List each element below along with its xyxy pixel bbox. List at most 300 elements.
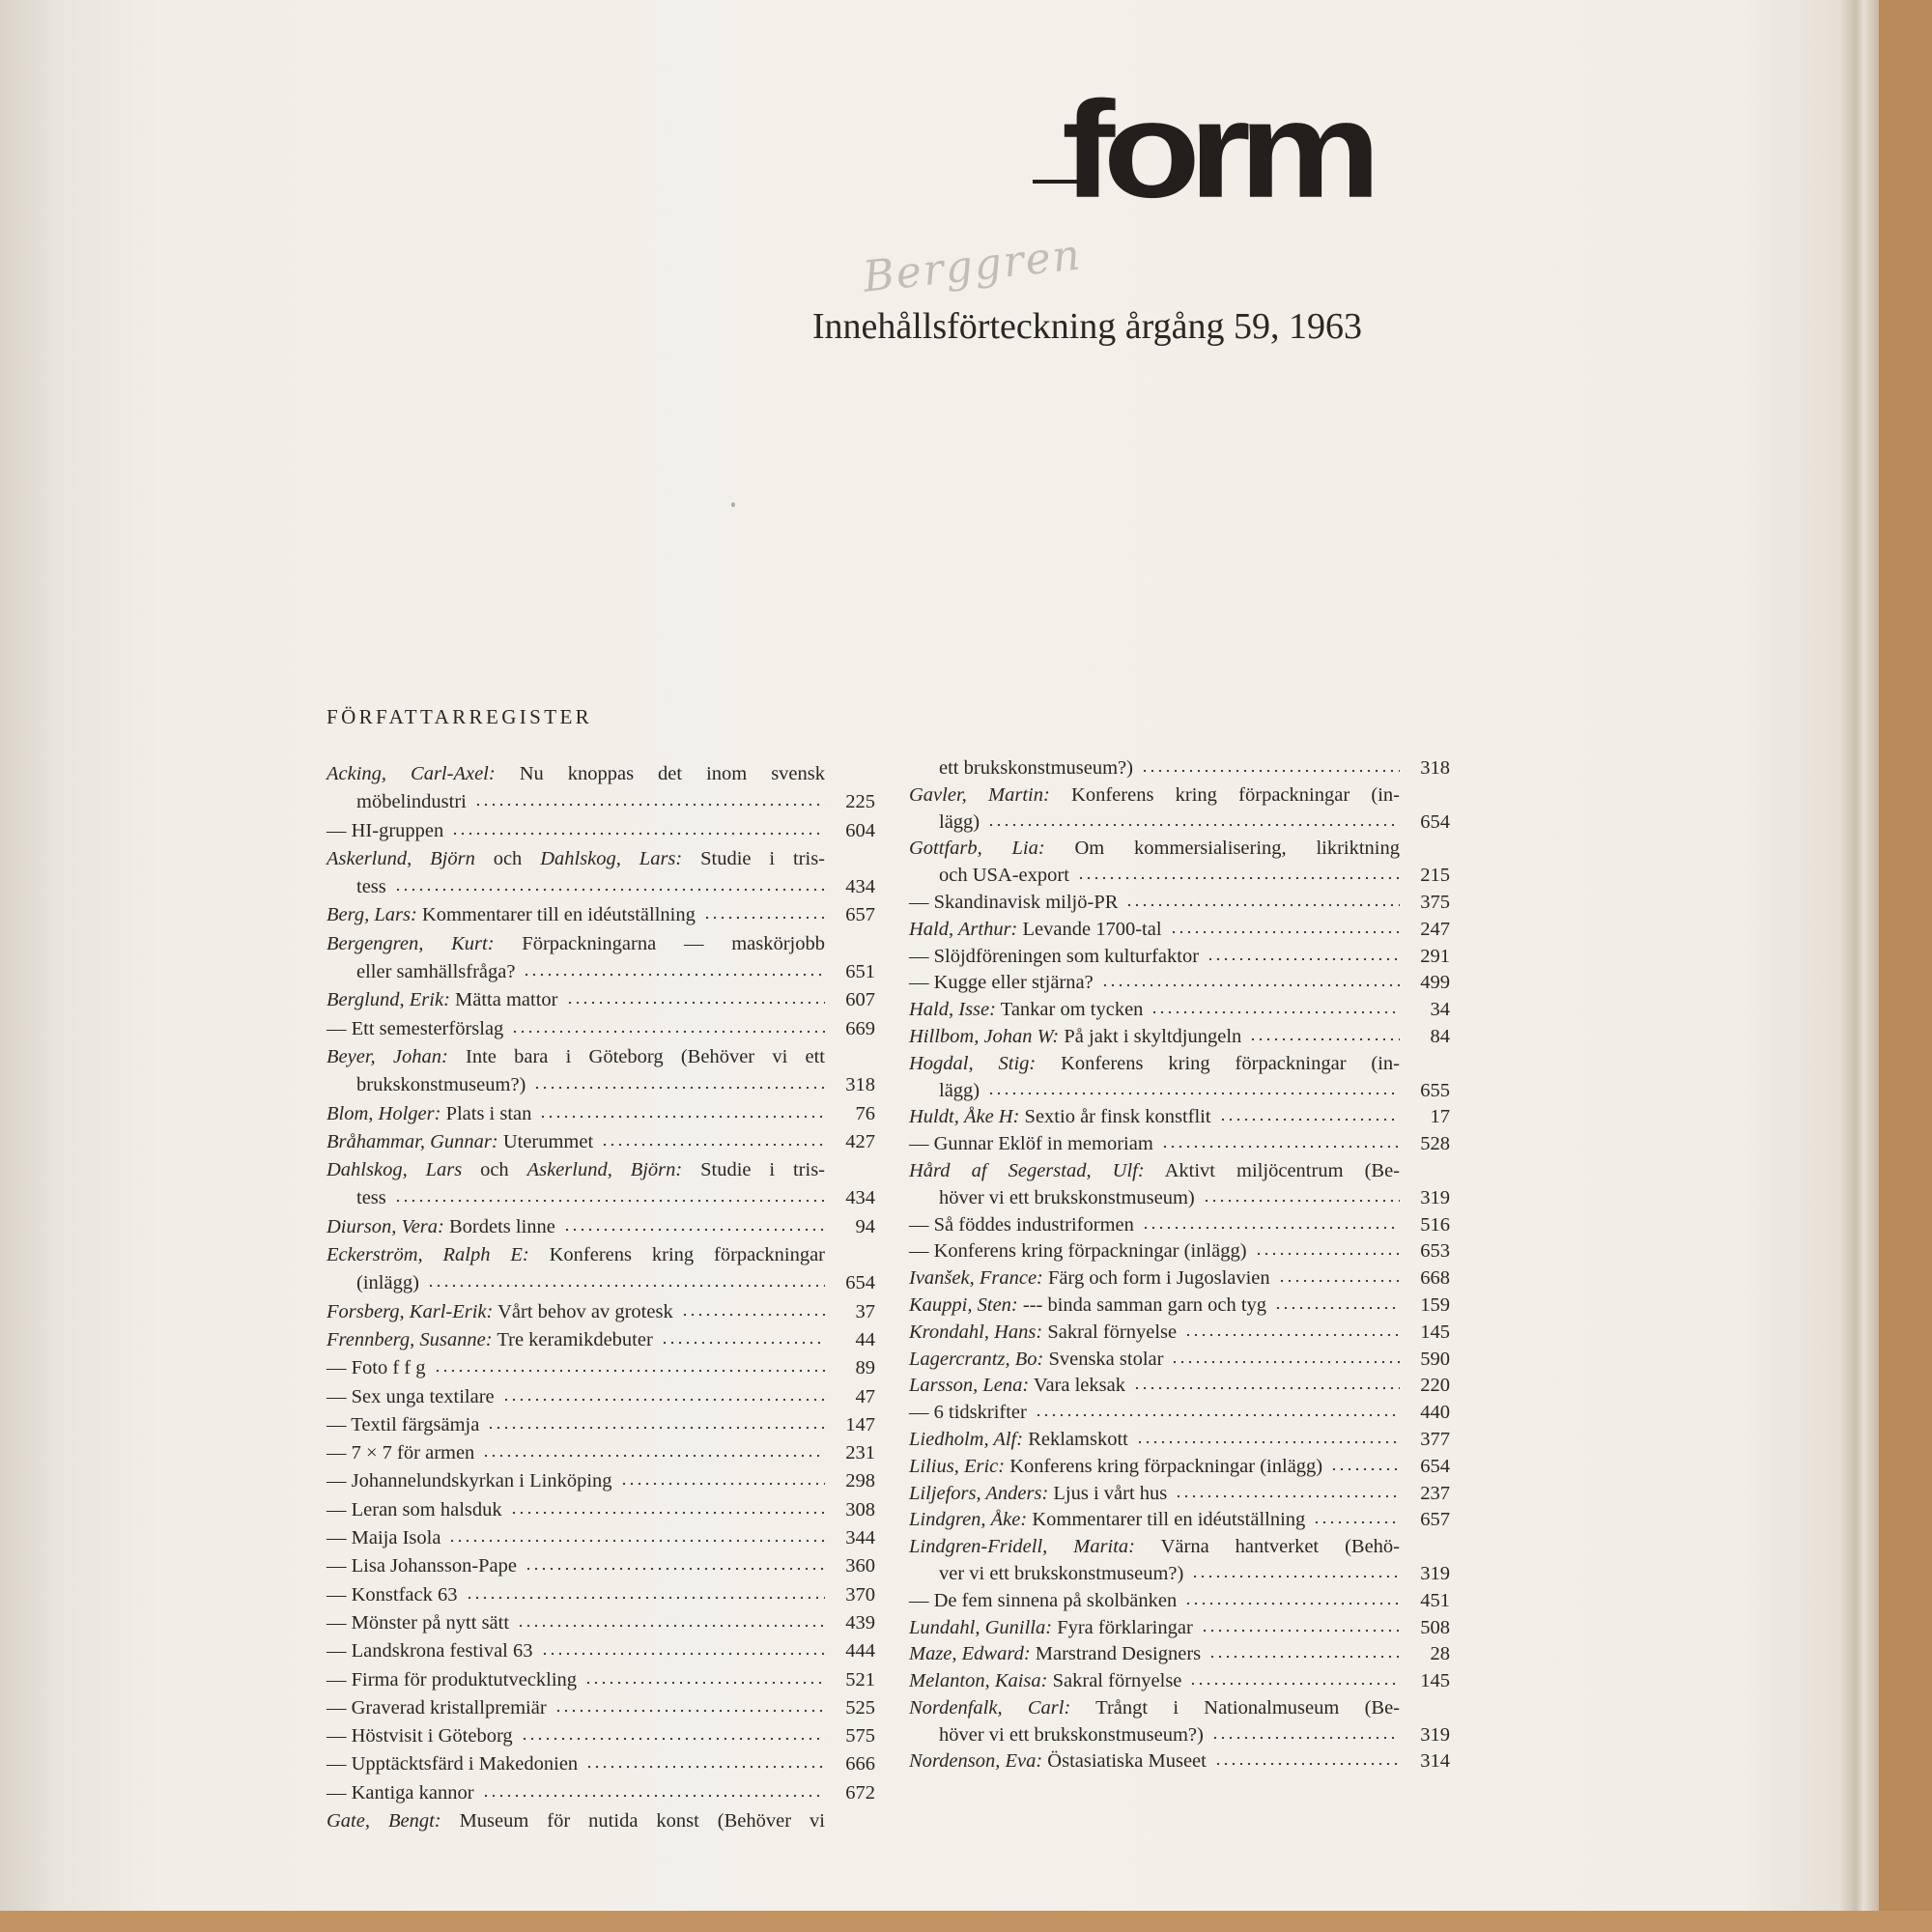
index-line	[909, 1668, 1450, 1695]
page-number: 308	[845, 1498, 875, 1520]
article-title: Om kommersialisering, likriktning	[1044, 838, 1400, 860]
dot-leader	[1189, 1681, 1400, 1687]
article-title: — Foto f f g	[327, 1357, 426, 1379]
entry-text	[327, 1213, 555, 1241]
index-line	[327, 1213, 875, 1241]
entry-text	[327, 1411, 479, 1439]
entry-text	[327, 760, 875, 788]
author-name: Ivanšek, France:	[909, 1267, 1043, 1290]
author-name: Huldt, Åke H:	[909, 1106, 1020, 1128]
article-title: Bordets linne	[443, 1215, 555, 1237]
author-name: Forsberg, Karl-Erik:	[327, 1300, 494, 1322]
index-line	[909, 1748, 1450, 1776]
article-title: — Höstvisit i Göteborg	[327, 1725, 513, 1747]
author-name: Maze, Edward:	[909, 1643, 1031, 1665]
dot-leader	[585, 1764, 825, 1770]
entry-text	[327, 1156, 875, 1184]
index-line	[909, 1051, 1450, 1078]
article-title: Värna hantverket (Behö-	[1135, 1536, 1400, 1558]
author-name: Kauppi, Sten:	[909, 1293, 1018, 1316]
page-number: 76	[855, 1102, 875, 1124]
dot-leader	[1203, 1198, 1400, 1204]
dot-leader	[487, 1425, 825, 1431]
dot-leader	[1191, 1574, 1400, 1579]
dot-leader	[1133, 1385, 1400, 1391]
entry-text	[909, 1104, 1211, 1131]
entry-text	[327, 1609, 509, 1637]
entry-text	[909, 755, 1133, 782]
dot-leader	[427, 1283, 825, 1289]
index-line	[327, 817, 875, 845]
page-number: 668	[1420, 1267, 1450, 1290]
entry-text	[909, 1131, 1153, 1158]
page-number: 84	[1430, 1025, 1450, 1047]
article-title: Uterummet	[497, 1130, 594, 1152]
author-name: Nordenson, Eva:	[909, 1750, 1043, 1773]
entry-text	[327, 1043, 875, 1071]
dot-leader	[987, 822, 1400, 828]
page-number: 666	[845, 1753, 875, 1776]
page-number: 655	[1420, 1079, 1450, 1101]
dot-leader	[681, 1312, 825, 1318]
index-line	[327, 1071, 875, 1099]
dot-leader	[1175, 1493, 1400, 1499]
dot-leader	[1330, 1466, 1400, 1472]
article-title: På jakt i skyltdjungeln	[1059, 1025, 1242, 1047]
page-number: 575	[845, 1725, 875, 1747]
index-column-right	[909, 755, 1450, 1776]
index-line	[327, 1100, 875, 1128]
page-number: 298	[845, 1470, 875, 1492]
index-line	[909, 1695, 1450, 1722]
index-line	[909, 1212, 1450, 1239]
entry-text	[909, 1212, 1134, 1239]
index-line	[327, 1043, 875, 1071]
author-name: Askerlund, Björn	[327, 847, 475, 869]
article-title: Konferens kring förpackningar (in-	[1049, 783, 1400, 806]
author-name: Hillbom, Johan W:	[909, 1025, 1060, 1047]
author-name: Dahlskog, Lars	[327, 1159, 463, 1181]
dot-leader	[539, 1114, 825, 1120]
article-title: Marstrand Designers	[1030, 1643, 1202, 1665]
index-line	[327, 873, 875, 901]
entry-text	[909, 1293, 1266, 1320]
article-title: — Sex unga textilare	[327, 1385, 495, 1407]
page-number: 508	[1420, 1616, 1450, 1638]
author-name: Berglund, Erik:	[327, 989, 450, 1011]
author-name: Frennberg, Susanne:	[327, 1328, 493, 1350]
author-name: Liedholm, Alf:	[909, 1428, 1024, 1450]
page-number: 451	[1420, 1589, 1450, 1611]
index-line	[909, 1641, 1450, 1668]
entry-text	[327, 1015, 503, 1043]
article-title: Sextio år finsk konstflit	[1019, 1106, 1211, 1128]
page-number: 434	[845, 1187, 875, 1209]
article-title: möbelindustri	[356, 791, 467, 813]
article-title: --- binda samman garn och tyg	[1017, 1293, 1267, 1316]
article-title: Aktivt miljöcentrum (Be-	[1144, 1159, 1401, 1181]
entry-text	[909, 890, 1118, 917]
index-line	[909, 863, 1450, 890]
author-name: Askerlund, Björn:	[526, 1159, 683, 1181]
index-line	[327, 1637, 875, 1665]
entry-text	[327, 1100, 531, 1128]
index-line	[909, 1265, 1450, 1293]
page-number: 89	[855, 1357, 875, 1379]
dot-leader	[502, 1397, 825, 1403]
entry-text	[327, 1383, 495, 1411]
index-line	[327, 1383, 875, 1411]
page-number: 377	[1420, 1428, 1450, 1450]
dot-leader	[1219, 1117, 1400, 1122]
dot-leader	[448, 1538, 825, 1544]
author-name: Hald, Arthur:	[909, 918, 1018, 940]
page-number: 94	[855, 1215, 875, 1237]
index-line	[327, 1722, 875, 1750]
article-title: tess	[356, 876, 386, 898]
entry-text	[327, 1666, 577, 1694]
index-line	[909, 1481, 1450, 1508]
page-number: 344	[845, 1527, 875, 1549]
article-title: (inlägg)	[356, 1272, 419, 1294]
entry-text	[909, 1588, 1177, 1615]
entry-text	[327, 1581, 458, 1609]
conjunction: och	[474, 847, 541, 869]
page-number: 215	[1420, 865, 1450, 887]
article-title: — HI-gruppen	[327, 819, 444, 841]
entry-text	[909, 1265, 1270, 1293]
index-line	[327, 1779, 875, 1807]
index-line	[327, 958, 875, 986]
entry-text	[909, 1722, 1204, 1749]
page-number: 314	[1420, 1750, 1450, 1773]
page-number: 28	[1430, 1643, 1450, 1665]
entry-text	[909, 1373, 1125, 1400]
entry-text	[327, 1694, 547, 1722]
dot-leader	[466, 1595, 825, 1601]
index-line	[327, 1439, 875, 1467]
dot-leader	[533, 1085, 825, 1091]
entry-text	[327, 986, 558, 1014]
dot-leader	[394, 1198, 825, 1204]
article-title: Tankar om tycken	[995, 999, 1144, 1021]
entry-text	[909, 1668, 1181, 1695]
page-number: 607	[845, 989, 875, 1011]
entry-text	[909, 1481, 1167, 1508]
author-name: Lagercrantz, Bo:	[909, 1348, 1044, 1370]
page-number: 672	[845, 1781, 875, 1804]
dot-leader	[482, 1793, 825, 1799]
entry-text	[909, 810, 980, 837]
page-number: 318	[1420, 757, 1450, 779]
article-title: tess	[356, 1187, 386, 1209]
entry-text	[327, 1750, 578, 1778]
entry-text	[327, 873, 386, 901]
article-title: — Kantiga kannor	[327, 1781, 474, 1804]
entry-text	[909, 997, 1143, 1024]
index-line	[909, 1024, 1450, 1051]
page-number: 440	[1420, 1402, 1450, 1424]
article-title: Sakral förnyelse	[1047, 1670, 1182, 1692]
book-cover	[0, 1911, 1932, 1932]
page-title: Innehållsförteckning årgång 59, 1963	[811, 306, 1362, 347]
index-line	[327, 1666, 875, 1694]
article-title: — Konstfack 63	[327, 1583, 458, 1605]
author-name: Bergengren, Kurt:	[327, 932, 495, 954]
index-line	[327, 1354, 875, 1382]
dot-leader	[584, 1680, 825, 1686]
article-title: Fyra förklaringar	[1052, 1616, 1193, 1638]
entry-text	[327, 1552, 517, 1580]
page-number: 516	[1420, 1213, 1450, 1236]
author-name: Diurson, Vera:	[327, 1215, 444, 1237]
dot-leader	[620, 1481, 825, 1487]
author-name: Liljefors, Anders:	[909, 1482, 1049, 1504]
article-title: — Textil färgsämja	[327, 1413, 480, 1435]
dot-leader	[987, 1091, 1400, 1096]
handwritten-note: Berggren	[860, 230, 1085, 302]
index-line	[909, 1078, 1450, 1105]
article-title: lägg)	[939, 810, 980, 833]
index-line	[909, 1347, 1450, 1374]
author-name: Gottfarb, Lia:	[909, 838, 1045, 860]
dot-leader	[1184, 1332, 1400, 1338]
page-number: 444	[845, 1640, 875, 1662]
page-edges	[1840, 0, 1879, 1922]
article-title: lägg)	[939, 1079, 980, 1101]
article-title: höver vi ett brukskonstmuseum?)	[939, 1723, 1204, 1746]
entry-text	[327, 817, 443, 845]
paper-speck	[731, 502, 735, 507]
page-number: 147	[845, 1413, 875, 1435]
author-name: Larsson, Lena:	[909, 1375, 1030, 1397]
entry-text	[909, 1427, 1128, 1454]
index-line	[327, 1128, 875, 1156]
entry-text	[909, 1051, 1450, 1078]
dot-leader	[1125, 902, 1400, 908]
article-title: — Slöjdföreningen som kulturfaktor	[909, 945, 1200, 967]
article-title: Östasiatiska Museet	[1042, 1750, 1207, 1773]
dot-leader	[1274, 1305, 1400, 1311]
author-name: Lilius, Eric:	[909, 1455, 1006, 1477]
entry-text	[909, 1695, 1450, 1722]
entry-text	[909, 1561, 1183, 1588]
page-number: 657	[845, 904, 875, 926]
index-line	[327, 1581, 875, 1609]
author-name: Melanton, Kaisa:	[909, 1670, 1048, 1692]
page-number: 657	[1420, 1509, 1450, 1531]
page-number: 653	[1420, 1240, 1450, 1263]
page-number: 360	[845, 1555, 875, 1577]
dot-leader	[1214, 1761, 1400, 1767]
entry-text	[909, 970, 1094, 997]
index-line	[327, 1807, 875, 1835]
article-title: Konferens kring förpackningar (in-	[1036, 1052, 1400, 1074]
page-number: 247	[1420, 918, 1450, 940]
entry-text	[327, 1807, 875, 1835]
index-line	[327, 1524, 875, 1552]
page-number: 499	[1420, 972, 1450, 994]
entry-text	[909, 1158, 1450, 1185]
index-line	[909, 970, 1450, 997]
dot-leader	[1201, 1628, 1400, 1634]
index-line	[909, 1185, 1450, 1212]
page-number: 604	[845, 819, 875, 841]
index-line	[909, 1158, 1450, 1185]
entry-text	[909, 1078, 980, 1105]
page-number: 375	[1420, 891, 1450, 913]
entry-text	[909, 917, 1162, 944]
article-title: Studie i tris-	[682, 1159, 825, 1181]
dot-leader	[521, 1736, 825, 1742]
author-name: Nordenfalk, Carl:	[909, 1696, 1071, 1719]
entry-text	[909, 1400, 1027, 1427]
dot-leader	[1161, 1144, 1400, 1150]
index-line	[909, 1534, 1450, 1561]
dot-leader	[451, 831, 825, 837]
article-title: — Upptäcktsfärd i Makedonien	[327, 1753, 579, 1776]
page-number: 319	[1420, 1186, 1450, 1208]
dot-leader	[511, 1029, 825, 1035]
article-title: Konferens kring förpackningar	[528, 1244, 825, 1266]
entry-text	[327, 901, 696, 929]
index-line	[327, 1750, 875, 1778]
article-title: — Konferens kring förpackningar (inlägg)	[909, 1240, 1247, 1263]
article-title: ver vi ett brukskonstmuseum?)	[939, 1562, 1184, 1584]
dot-leader	[523, 972, 825, 978]
page-number: 34	[1430, 999, 1450, 1021]
article-title: Reklamskott	[1023, 1428, 1128, 1450]
index-column-left	[327, 760, 875, 1835]
article-title: Levande 1700-tal	[1017, 918, 1162, 940]
dot-leader	[517, 1623, 825, 1629]
article-title: ett brukskonstmuseum?)	[939, 757, 1133, 779]
article-title: Vara leksak	[1029, 1375, 1125, 1397]
index-line	[327, 760, 875, 788]
page-number: 47	[855, 1385, 875, 1407]
index-line	[909, 1320, 1450, 1347]
author-name: Krondahl, Hans:	[909, 1321, 1043, 1343]
entry-text	[327, 788, 467, 816]
article-title: Nu knoppas det inom svensk	[495, 763, 825, 784]
entry-text	[909, 1507, 1305, 1534]
index-line	[909, 1722, 1450, 1749]
dot-leader	[1101, 982, 1400, 988]
author-name: Hald, Isse:	[909, 999, 996, 1021]
index-line	[327, 1496, 875, 1524]
index-line	[909, 1561, 1450, 1588]
dot-leader	[1208, 1654, 1400, 1660]
page-number: 439	[845, 1611, 875, 1634]
page-number: 651	[845, 961, 875, 983]
entry-text	[909, 863, 1069, 890]
entry-text	[327, 1184, 386, 1212]
index-line	[327, 1411, 875, 1439]
dot-leader	[1151, 1009, 1400, 1015]
article-title: — Ett semesterförslag	[327, 1017, 504, 1039]
author-name: Eckerström, Ralph E:	[327, 1244, 529, 1266]
entry-text	[909, 1641, 1201, 1668]
index-line	[327, 930, 875, 958]
page-number: 44	[855, 1328, 875, 1350]
page-number: 291	[1420, 945, 1450, 967]
dot-leader	[1136, 1439, 1400, 1445]
author-name: Lindgren-Fridell, Marita:	[909, 1536, 1136, 1558]
index-line	[327, 1269, 875, 1297]
author-name: Lindgren, Åke:	[909, 1509, 1028, 1531]
article-title: — De fem sinnena på skolbänken	[909, 1589, 1178, 1611]
entry-text	[909, 1347, 1163, 1374]
article-title: — Så föddes industriformen	[909, 1213, 1134, 1236]
entry-text	[327, 1071, 526, 1099]
page-number: 427	[845, 1130, 875, 1152]
index-line	[909, 890, 1450, 917]
index-line	[909, 944, 1450, 971]
page-number: 654	[1420, 810, 1450, 833]
index-line	[909, 1104, 1450, 1131]
index-line	[909, 782, 1450, 810]
index-line	[909, 1507, 1450, 1534]
dot-leader	[1313, 1520, 1400, 1525]
article-title: Svenska stolar	[1043, 1348, 1164, 1370]
index-line	[327, 1156, 875, 1184]
entry-text	[327, 958, 515, 986]
dot-leader	[566, 1000, 826, 1006]
entry-text	[327, 1128, 593, 1156]
entry-text	[327, 1269, 419, 1297]
article-title: — Mönster på nytt sätt	[327, 1611, 510, 1634]
entry-text	[327, 845, 875, 873]
article-title: höver vi ett brukskonstmuseum)	[939, 1186, 1195, 1208]
dot-leader	[474, 802, 825, 808]
article-title: — Skandinavisk miljö-PR	[909, 891, 1119, 913]
dot-leader	[601, 1142, 825, 1148]
article-title: Trångt i Nationalmuseum (Be-	[1070, 1696, 1400, 1719]
entry-text	[909, 1185, 1195, 1212]
dot-leader	[1278, 1278, 1400, 1284]
entry-text	[327, 1779, 474, 1807]
article-title: Kommentarer till en idéutställning	[1027, 1509, 1306, 1531]
conjunction: och	[462, 1159, 527, 1181]
article-title: Plats i stan	[440, 1102, 532, 1124]
dot-leader	[541, 1651, 826, 1657]
index-line	[909, 1588, 1450, 1615]
entry-text	[909, 1454, 1322, 1481]
article-title: — Leran som halsduk	[327, 1498, 502, 1520]
dot-leader	[563, 1227, 825, 1233]
index-line	[327, 1552, 875, 1580]
dot-leader	[1184, 1601, 1400, 1606]
article-title: — Gunnar Eklöf in memoriam	[909, 1133, 1153, 1155]
index-line	[909, 1238, 1450, 1265]
entry-text	[327, 1722, 513, 1750]
dot-leader	[525, 1566, 825, 1572]
index-line	[327, 1184, 875, 1212]
entry-text	[327, 1439, 474, 1467]
dot-leader	[661, 1340, 825, 1346]
author-name: Acking, Carl-Axel:	[327, 763, 496, 784]
article-title: — Maija Isola	[327, 1527, 441, 1549]
index-line	[909, 997, 1450, 1024]
dot-leader	[434, 1368, 826, 1374]
dot-leader	[554, 1708, 825, 1714]
page-number: 319	[1420, 1562, 1450, 1584]
entry-text	[909, 944, 1199, 971]
index-line	[909, 917, 1450, 944]
article-title: Tre keramikdebuter	[492, 1328, 653, 1350]
index-line	[327, 901, 875, 929]
article-title: — Lisa Johansson-Pape	[327, 1555, 518, 1577]
